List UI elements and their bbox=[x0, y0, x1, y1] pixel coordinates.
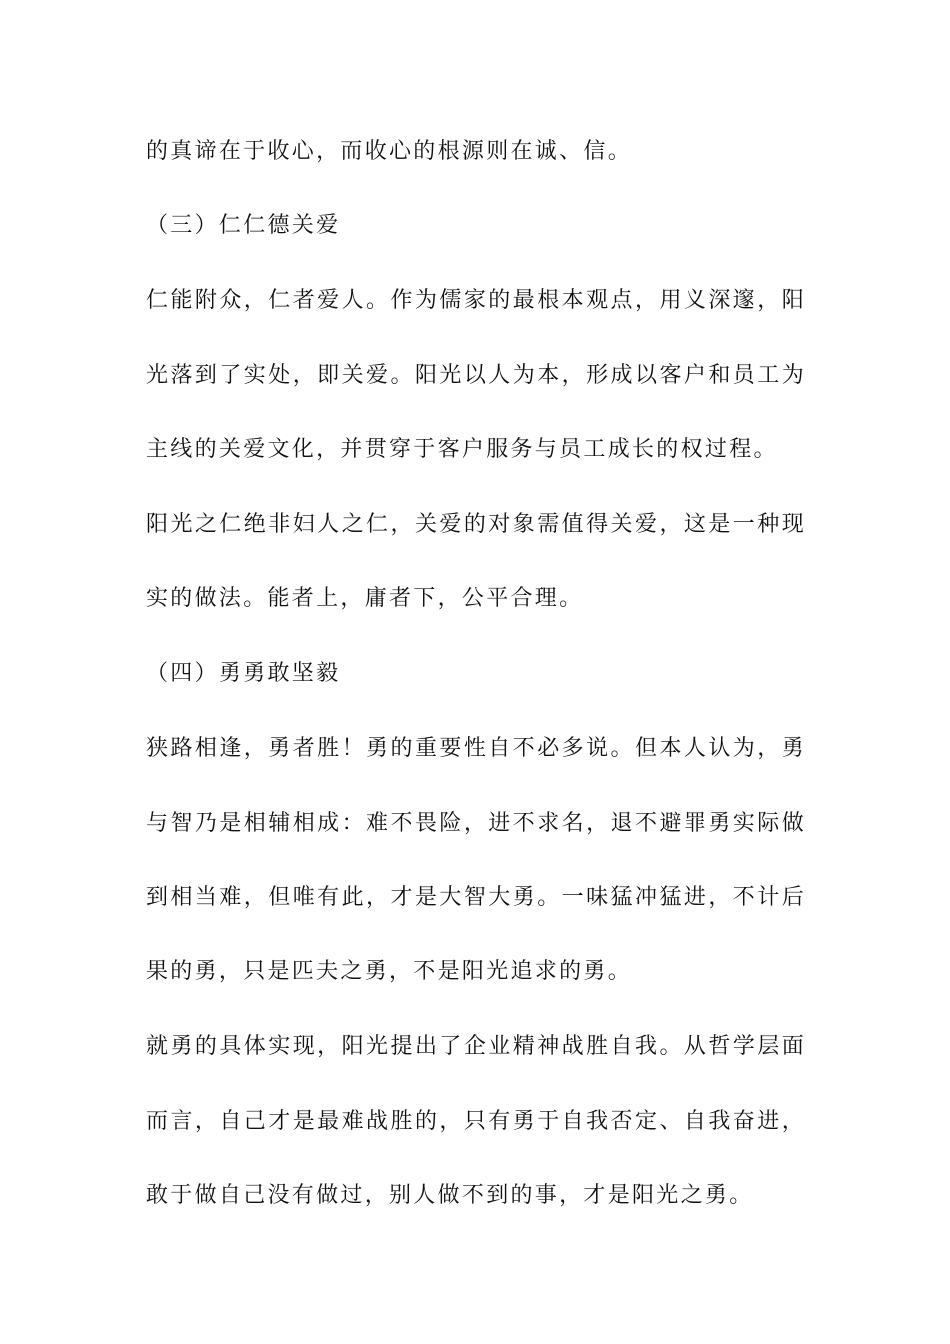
paragraph-line: 果的勇，只是匹夫之勇，不是阳光追求的勇。 bbox=[146, 959, 633, 984]
paragraph-line: 狭路相逢，勇者胜！勇的重要性自不必多说。但本人认为，勇 bbox=[146, 736, 806, 761]
paragraph-line: 实的做法。能者上，庸者下，公平合理。 bbox=[146, 586, 584, 611]
paragraph-line: 光落到了实处，即关爱。阳光以人为本，形成以客户和员工为 bbox=[146, 363, 806, 388]
paragraph-line: 主线的关爱文化，并贯穿于客户服务与员工成长的权过程。 bbox=[146, 437, 778, 462]
paragraph-line: 与智乃是相辅相成：难不畏险，进不求名，退不避罪勇实际做 bbox=[146, 811, 806, 836]
paragraph-line: 而言，自己才是最难战胜的，只有勇于自我否定、自我奋进， bbox=[146, 1109, 806, 1134]
section-heading-ren: （三）仁仁德关爱 bbox=[146, 213, 341, 238]
paragraph-line: 的真谛在于收心，而收心的根源则在诚、信。 bbox=[146, 139, 633, 164]
paragraph-line: 阳光之仁绝非妇人之仁，关爱的对象需值得关爱，这是一种现 bbox=[146, 512, 806, 537]
paragraph-line: 就勇的具体实现，阳光提出了企业精神战胜自我。从哲学层面 bbox=[146, 1034, 806, 1059]
paragraph-line: 仁能附众，仁者爱人。作为儒家的最根本观点，用义深邃，阳 bbox=[146, 288, 806, 313]
paragraph-line: 到相当难，但唯有此，才是大智大勇。一味猛冲猛进，不计后 bbox=[146, 885, 806, 910]
section-heading-yong: （四）勇勇敢坚毅 bbox=[146, 661, 341, 686]
paragraph-line: 敢于做自己没有做过，别人做不到的事，才是阳光之勇。 bbox=[146, 1183, 754, 1208]
